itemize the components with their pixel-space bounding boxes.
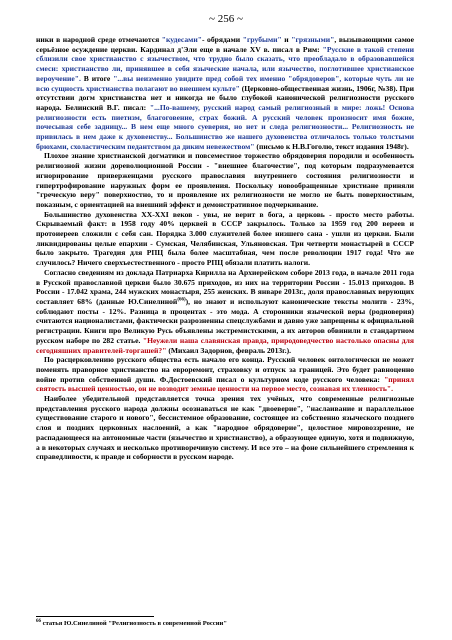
quote-run: "принял святость высшей ценностью, он не возводит земные ценности на первое место, сознавая их тленность". xyxy=(36,374,414,394)
quote-run: "Неужели наша славянская правда, природоведчество настолько опасны для сегодняшних правителей-торгашей?" xyxy=(36,335,414,355)
paragraph-p3 xyxy=(36,210,414,268)
text-run: (письмо к Н.В.Гоголю, текст издания 1948г). xyxy=(254,141,409,151)
quote-run: "грязными" xyxy=(291,35,335,44)
text-run: , вызывающими самое серьёзное осуждение церкви. Кардинал д'Эли еще в начале XV в. писал в Рим: xyxy=(36,35,414,54)
body-text xyxy=(36,35,414,462)
text-run: ), но знают и используют канонические тексты молитв - 23%, соблюдают посты - 12%. Разница в процентах - это мода. А сторонники язычеcкой веры (родноверия) считаются националистами, фактически разрозненны спецслужбами и давно уже запрещены к официальной регистрации. Книги про Великую Русь объявлены экстремистскими, а их авторов обвинили в стандартном русском наборе по 282 статье. xyxy=(36,296,414,345)
text-run: Плохое знание христианской догматики и повсеместное торжество обрядоверия породили и особенность религиозной жизни дореволюционной России - "внешнее благочестие", под которым подразумевается игнорирование приверженцами русского православия внутреннего состояния религиозности и гипертрофирование наружных форм ее проявления. Поскольку новообращенные христиане приняли "греческую веру" поверхностно, то и проявление их религиозности не могло не быть поверхностным, показным, с ориентацией на внешний эффект и демонстративное подчеркивание. xyxy=(36,151,414,209)
text-run: и xyxy=(281,35,292,44)
paragraph-p6 xyxy=(36,394,414,462)
text-run: (Церковно-общественная жизнь, 1906г, №38). При отсутствии догм христианства нет и никогда не было глубокой канонической религиозности русского народа. Белинский В.Г. писал: xyxy=(36,83,414,112)
quote-run: "...По-вашему, русский народ самый религиозный в мире: ложь! Основа религиозности есть пиетизм, благоговение, страх божий. А русский человек произносит имя божие, почесывая себе задницу... В нем еще много суеверия, но нет и следа религиозности... Религиозность не привилась в нем даже к духовенству... Большинство же нашего духовенства отличалось только толстыми брюхами, схоластическим педантством да диким невежеством" xyxy=(36,102,414,151)
text-run: (Михаил Задорнов, февраль 2013г.). xyxy=(166,345,292,355)
footnote-divider xyxy=(36,616,154,617)
text-run: - обрядами xyxy=(201,35,243,44)
text-run: Согласно сведениям из доклада Патриарха Кирилла на Архиерейском соборе 2013 года, в начале 2011 года в Русской православной церкви было 30.675 приходов, из них на территории России - 15.013 приходов. В России - 17.042 храма, 244 мужских монастыря, 255 женских. В январе 2013г., доля православных верующих составляет 68% (данные Ю.Синелиной xyxy=(36,267,414,306)
text-run: По расцерковлению русского общества есть начало его конца. Русский человек онтологически не может поменять праворное христианство на евроремонт, страховку и отпуск за границей. Это будет равноценно войне против собственной души. Ф.Достоевский писал о культурном коде русского человека: xyxy=(36,355,414,384)
quote-run: "Русские в такой степени сблизили свое христианство с язычеством, что трудно было сказать, что преобладало в образовавшейся смеси: христианство ли, принявшее в себя языческие начала, или язычество, поглотившее христианское вероучение". xyxy=(36,44,414,83)
quote-run: "...вы неизменно увидите пред собой тех именно "обрядоверов", которые чуть ли не всю сущность христианства полагают во внешнем культе" xyxy=(36,73,414,93)
quote-run: "грубыми" xyxy=(242,35,282,44)
paragraph-p5 xyxy=(36,355,414,394)
quote-run: "кудесами" xyxy=(161,35,202,44)
text-run: В итоге xyxy=(80,73,114,83)
paragraph-p1 xyxy=(36,35,414,151)
page-number: ~ 256 ~ xyxy=(209,13,243,25)
text-run: Большинство духовенства XX-XXI веков - увы, не верит в бога, а церковь - просто место работы. Скрываемый факт: в 1958 году 40% церквей в СССР закрылось. Только за 1959 год 200 вереев и протоиереев сложили с себя сан. Порядка 3.000 служителей более низшего сана - ушли из церкви. Были ликвидированы целые епархии - Сумская, Челябинская, Ульяновская. Три четверти монастырей в СССР было закрыто. Трагедия для РПЦ была более масштабная, чем после революции 1917 года! Что же случилось? Ничего сверхъестественного - просто РПЦ обязали платить налоги. xyxy=(36,209,414,268)
paragraph-p4 xyxy=(36,268,414,355)
footnote xyxy=(36,620,414,628)
footnote-reference: (66) xyxy=(177,297,186,303)
text-run: ники в народной среде отмечаются xyxy=(36,35,162,44)
paragraph-p2 xyxy=(36,151,414,209)
footnote-marker: 66 xyxy=(36,618,41,624)
text-run: Наиболее убедительной представляется точка зрения тех учёных, что современные религиозные представления русского народа должны осознаваться не как "двоеверие", "наслаивание и параллельное существование старого и нового", бессистемное образование, состоящее из собственно языческого позднего слоя и поздних церковных наслоений, а как "народное обрядоверие", целостное мировоззрение, не распадающееся на автономные части (язычество и христианство), а образующее единую, хотя и подвижную, а в некоторых случаях и несколько противоречивую систему. И все это – на фоне сильнейшего стремления к справедливости, к правде и соборности в русском народе. xyxy=(36,394,414,462)
footnote-text: статья Ю.Синелиной "Религиозность в современной России" xyxy=(41,620,227,627)
